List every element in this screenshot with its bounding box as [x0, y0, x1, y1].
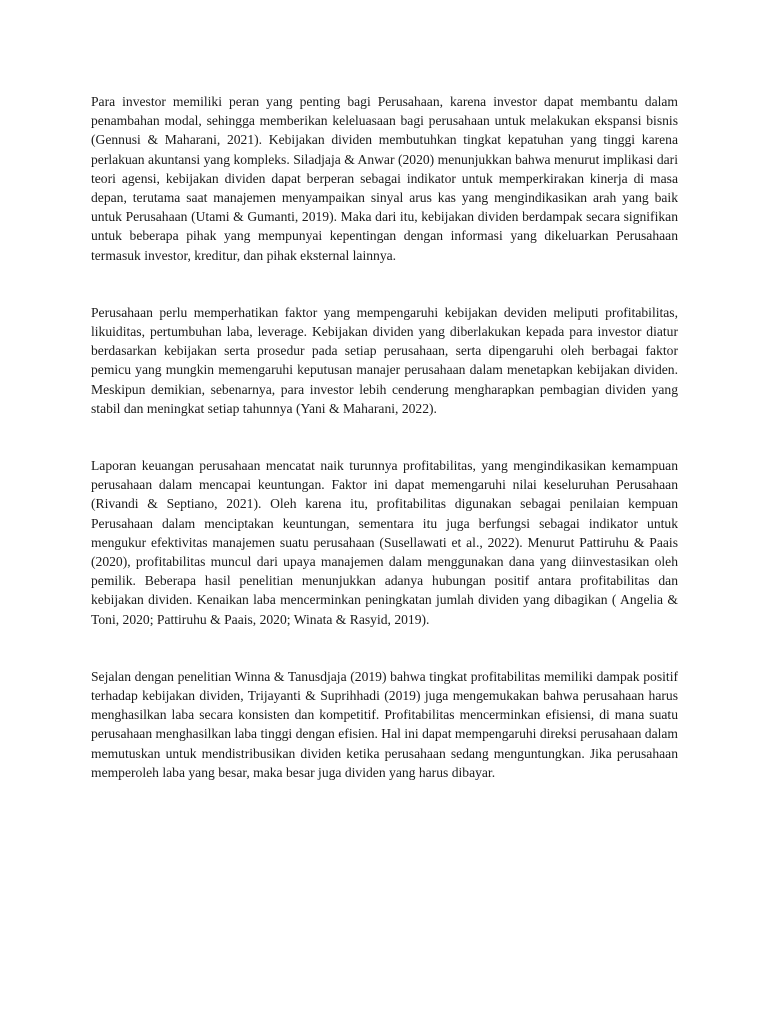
paragraph-4: Sejalan dengan penelitian Winna & Tanusdjaja (2019) bahwa tingkat profitabilitas memiliki dampak positif terhadap kebijakan dividen, Trijayanti & Suprihhadi (2019) juga mengemukakan bahwa perusahaan harus menghasilkan laba secara konsisten dan kompetitif. Profitabilitas mencerminkan efisiensi, di mana suatu perusahaan menghasilkan laba tinggi dengan efisien. Hal ini dapat mempengaruhi direksi perusahaan dalam memutuskan untuk mendistribusikan dividen ketika perusahaan sedang menguntungkan. Jika perusahaan memperoleh laba yang besar, maka besar juga dividen yang harus dibayar. — [91, 668, 678, 780]
paragraph-1: Para investor memiliki peran yang penting bagi Perusahaan, karena investor dapat membantu dalam penambahan modal, sehingga memberikan keleluasaan bagi perusahaan untuk melakukan ekspansi bisnis (Gennusi & Maharani, 2021). Kebijakan dividen membutuhkan tingkat kepatuhan yang tinggi karena perlakuan akuntansi yang kompleks. Siladjaja & Anwar (2020) menunjukkan bahwa menurut implikasi dari teori agensi, kebijakan dividen dapat berperan sebagai indikator untuk memperkirakan kinerja di masa depan, terutama saat manajemen menyampaikan sinyal arus kas yang mengindikasikan arah yang baik untuk Perusahaan (Utami & Gumanti, 2019). Maka dari itu, kebijakan dividen berdampak secara signifikan untuk beberapa pihak yang mempunyai kepentingan dengan informasi yang dikeluarkan Perusahaan termasuk investor, kreditur, dan pihak eksternal lainnya. — [91, 94, 678, 263]
paragraph-2: Perusahaan perlu memperhatikan faktor yang mempengaruhi kebijakan deviden meliputi profitabilitas, likuiditas, pertumbuhan laba, leverage. Kebijakan dividen yang diberlakukan kepada para investor diatur berdasarkan kebijakan serta prosedur pada setiap perusahaan, serta dipengaruhi oleh berbagai faktor pemicu yang mungkin memengaruhi keputusan manajer perusahaan dalam menetapkan kebijakan dividen. Meskipun demikian, sebenarnya, para investor lebih cenderung mengharapkan pembagian dividen yang stabil dan meningkat setiap tahunnya (Yani & Maharani, 2022). — [91, 304, 678, 416]
document-body — [91, 92, 678, 782]
paragraph-3: Laporan keuangan perusahaan mencatat naik turunnya profitabilitas, yang mengindikasikan kemampuan perusahaan dalam mencapai keuntungan. Faktor ini dapat memengaruhi nilai keseluruhan Perusahaan (Rivandi & Septiano, 2021). Oleh karena itu, profitabilitas digunakan sebagai penilaian kempuan Perusahaan dalam menciptakan keuntungan, sementara itu juga berfungsi sebagai indikator untuk mengukur efektivitas manajemen suatu perusahaan (Susellawati et al., 2022). Menurut Pattiruhu & Paais (2020), profitabilitas muncul dari upaya manajemen dalam menggunakan dana yang diinvestasikan oleh pemilik. Beberapa hasil penelitian menunjukkan adanya hubungan positif antara profitabilitas dan kebijakan dividen. Kenaikan laba mencerminkan peningkatan jumlah dividen yang dibagikan ( Angelia & Toni, 2020; Pattiruhu & Paais, 2020; Winata & Rasyid, 2019). — [91, 458, 678, 627]
